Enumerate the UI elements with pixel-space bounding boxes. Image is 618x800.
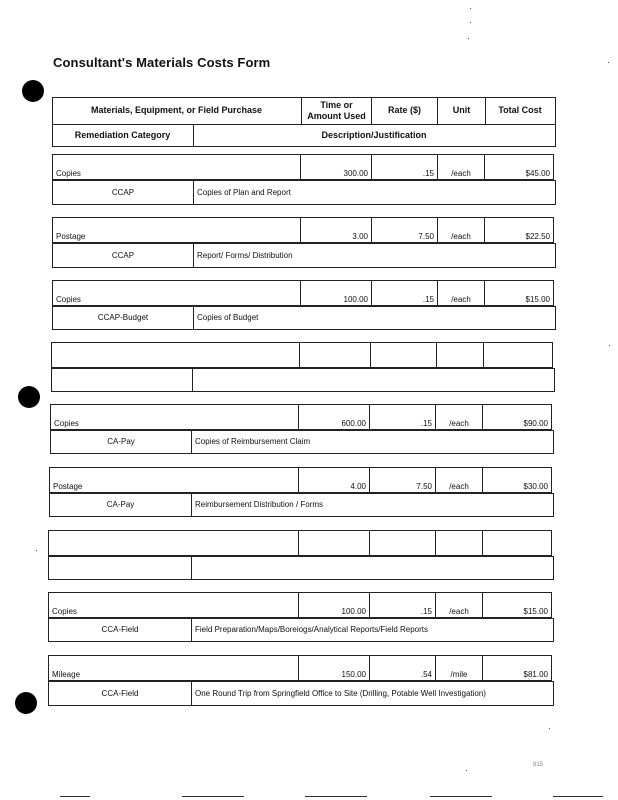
entry-amount: 600.00 [298,404,370,430]
entry-detail-7 [48,556,553,580]
entry-total: $30.00 [482,467,552,493]
entry-rate: .15 [371,154,438,180]
entry-detail-8 [48,618,553,642]
entry-detail-4 [51,368,554,392]
entry-amount: 100.00 [300,280,372,306]
entry-item: Copies [52,280,301,306]
entry-amount: 300.00 [300,154,372,180]
entry-rate: .15 [369,592,436,618]
entry-description [191,556,554,580]
scan-speck [470,8,471,9]
column-header-row-2 [52,125,556,146]
entry-detail-2 [52,243,555,268]
scan-speck [608,62,609,63]
punch-hole-top [22,80,44,102]
entry-description [192,368,555,392]
page-mark: 815 [533,762,544,768]
entry-total [483,342,553,368]
entry-item: Copies [48,592,299,618]
entry-unit: /each [435,467,483,493]
entry-total [482,530,552,556]
entry-unit [435,530,483,556]
entry-description: Field Preparation/Maps/Boreiogs/Analytical Reports/Field Reports [191,618,554,642]
entry-unit: /mile [435,655,483,681]
header-time: Time or Amount Used [302,97,372,124]
entry-detail-3 [52,306,555,330]
header-rate: Rate ($) [372,97,438,124]
entry-unit: /each [437,217,485,243]
entry-row-1 [52,154,553,180]
entry-detail-1 [52,180,555,205]
entry-item: Copies [50,404,299,430]
header-description: Description/Justification [321,130,427,140]
entry-rate [370,342,437,368]
bottom-edge-segment [305,796,367,797]
entry-category [48,556,192,580]
entry-item [51,342,300,368]
entry-amount [298,530,370,556]
entry-total: $15.00 [482,592,552,618]
entry-total: $45.00 [484,154,554,180]
entry-amount: 4.00 [298,467,370,493]
entry-category: CCAP-Budget [52,306,194,330]
punch-hole-bottom [15,692,37,714]
entry-description: Reimbursement Distribution / Forms [191,493,554,517]
entry-description: One Round Trip from Springfield Office to Site (Drilling, Potable Well Investigation) [191,681,554,706]
bottom-edge-segment [430,796,492,797]
entry-row-7 [48,530,551,556]
column-header-row-1 [52,97,556,125]
entry-row-2 [52,217,553,243]
entry-amount: 150.00 [298,655,370,681]
scan-speck [468,38,469,39]
entry-rate: .54 [369,655,436,681]
entry-description: Copies of Budget [193,306,556,330]
entry-rate [369,530,436,556]
entry-unit: /each [437,154,485,180]
entry-item [48,530,299,556]
entry-total: $90.00 [482,404,552,430]
bottom-edge-segment [553,796,603,797]
header-total: Total Cost [498,105,542,115]
scan-speck [549,728,550,729]
entry-rate: 7.50 [369,467,436,493]
entry-description: Copies of Plan and Report [193,180,556,205]
bottom-edge-segment [60,796,90,797]
entry-row-6 [49,467,551,493]
entry-description: Report/ Forms/ Distribution [193,243,556,268]
form-title: Consultant's Materials Costs Form [53,55,271,70]
scan-speck [609,345,610,346]
punch-hole-middle [18,386,40,408]
entry-rate: .15 [369,404,436,430]
entry-unit: /each [435,592,483,618]
entry-total: $15.00 [484,280,554,306]
entry-rate: .15 [371,280,438,306]
entry-category: CA-Pay [50,430,192,454]
header-unit: Unit [438,97,486,124]
entry-amount: 100.00 [298,592,370,618]
entry-item: Copies [52,154,301,180]
entry-total: $81.00 [482,655,552,681]
bottom-edge-segment [182,796,244,797]
scan-speck [466,770,467,771]
entry-amount [299,342,371,368]
entry-rate: 7.50 [371,217,438,243]
entry-row-8 [48,592,551,618]
entry-item: Postage [49,467,299,493]
entry-detail-9 [48,681,553,706]
entry-detail-5 [50,430,553,454]
entry-unit [436,342,484,368]
entry-row-4 [51,342,552,368]
entry-category: CCA-Field [48,618,192,642]
entry-row-5 [50,404,551,430]
entry-description: Copies of Reimbursement Claim [191,430,554,454]
header-item: Materials, Equipment, or Field Purchase [52,97,302,124]
scan-speck [470,22,471,23]
entry-row-9 [48,655,551,681]
entry-detail-6 [49,493,553,517]
entry-category: CCAP [52,243,194,268]
entry-item: Mileage [48,655,299,681]
entry-category: CCAP [52,180,194,205]
entry-total: $22.50 [484,217,554,243]
entry-category: CCA-Field [48,681,192,706]
entry-category [51,368,193,392]
entry-unit: /each [435,404,483,430]
entry-item: Postage [52,217,301,243]
header-category: Remediation Category [52,125,194,146]
entry-amount: 3.00 [300,217,372,243]
entry-unit: /each [437,280,485,306]
entry-row-3 [52,280,553,306]
entry-category: CA-Pay [49,493,192,517]
scan-speck [36,550,37,551]
